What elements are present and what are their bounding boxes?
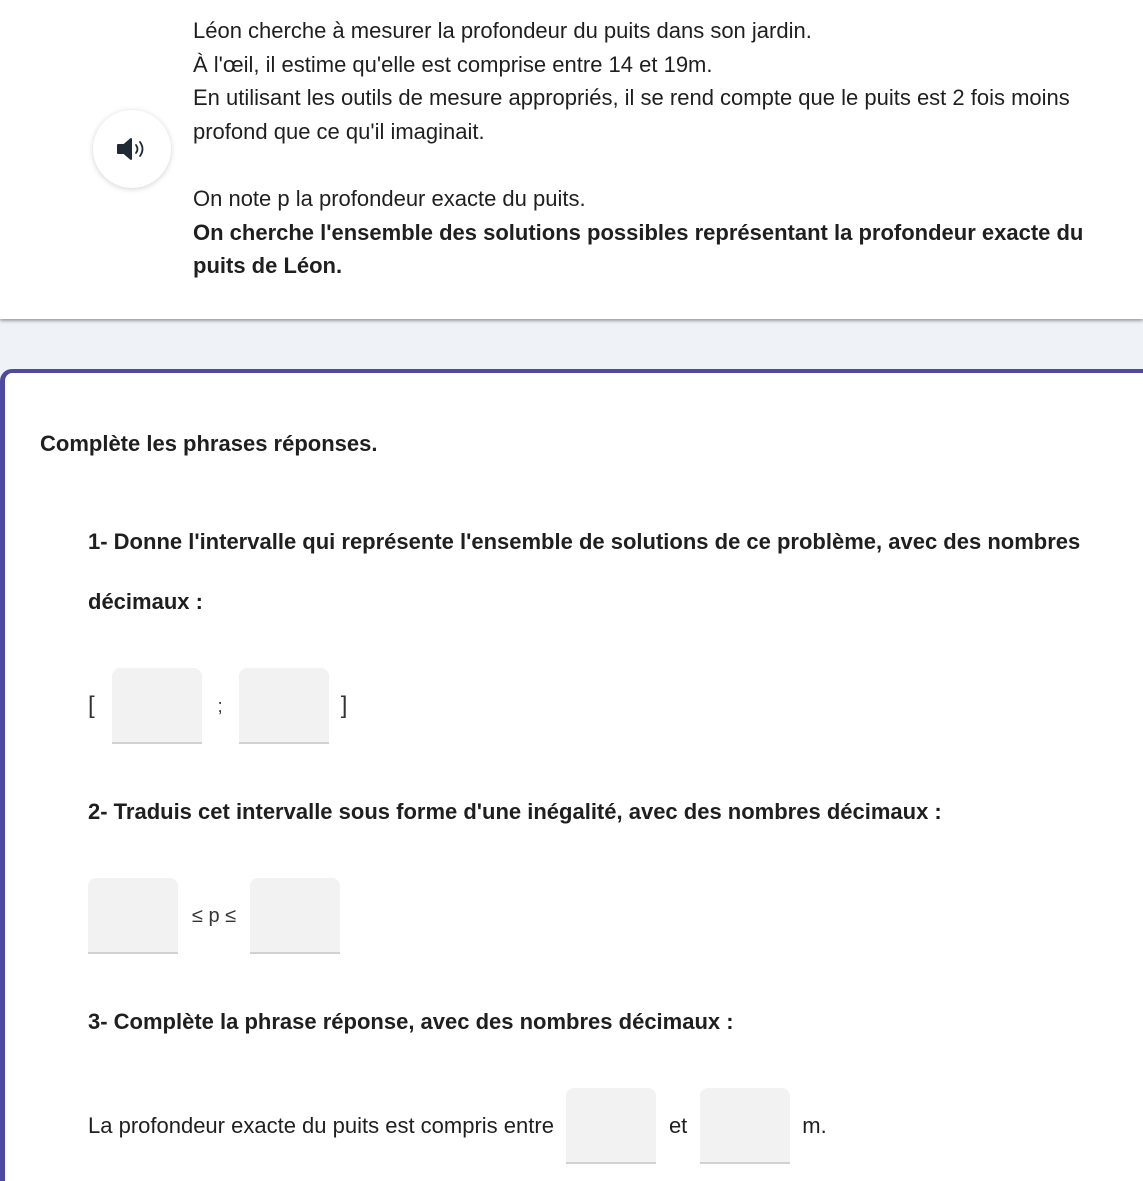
sentence-lower-input[interactable]	[566, 1088, 656, 1164]
statement-line: Léon cherche à mesurer la profondeur du puits dans son jardin.	[193, 18, 812, 43]
statement-line: On note p la profondeur exacte du puits.	[193, 185, 586, 211]
interval-lower-input[interactable]	[112, 668, 202, 744]
open-bracket: [	[88, 692, 95, 719]
sentence-upper-input[interactable]	[700, 1088, 790, 1164]
statement-question: On cherche l'ensemble des solutions possibles représentant la profondeur exacte du puits de Léon.	[193, 219, 1084, 279]
inequality-upper-input[interactable]	[250, 878, 340, 954]
instruction-title: Complète les phrases réponses.	[40, 431, 378, 456]
speaker-icon	[116, 136, 148, 162]
interval-upper-input[interactable]	[239, 668, 329, 744]
sentence-unit: m.	[802, 1113, 827, 1138]
question-2-label: 2- Traduis cet intervalle sous forme d'une inégalité, avec des nombres décimaux :	[88, 799, 942, 824]
question-1-label: 1- Donne l'intervalle qui représente l'ensemble de solutions de ce problème, avec des nombres décimaux :	[88, 529, 1081, 614]
answer-sentence: La profondeur exacte du puits est compris entre	[88, 1113, 554, 1138]
question-3-label: 3- Complète la phrase réponse, avec des nombres décimaux :	[88, 1009, 734, 1034]
interval-separator: ;	[217, 695, 223, 716]
statement-text	[193, 14, 1113, 283]
problem-statement	[0, 0, 1143, 319]
answer-card	[0, 369, 1143, 1181]
sentence-row	[88, 1088, 827, 1164]
close-bracket: ]	[340, 692, 348, 719]
interval-row	[88, 668, 347, 744]
statement-line: En utilisant les outils de mesure appropriés, il se rend compte que le puits est 2 fois moins profond que ce qu'il imaginait.	[193, 85, 1070, 144]
inequality-lower-input[interactable]	[88, 878, 178, 954]
inequality-symbol: ≤ p ≤	[192, 904, 237, 927]
inequality-row	[88, 878, 340, 954]
sentence-conjunction: et	[668, 1113, 688, 1138]
statement-line: À l'œil, il estime qu'elle est comprise entre 14 et 19m.	[193, 51, 713, 77]
audio-button[interactable]	[93, 110, 171, 188]
